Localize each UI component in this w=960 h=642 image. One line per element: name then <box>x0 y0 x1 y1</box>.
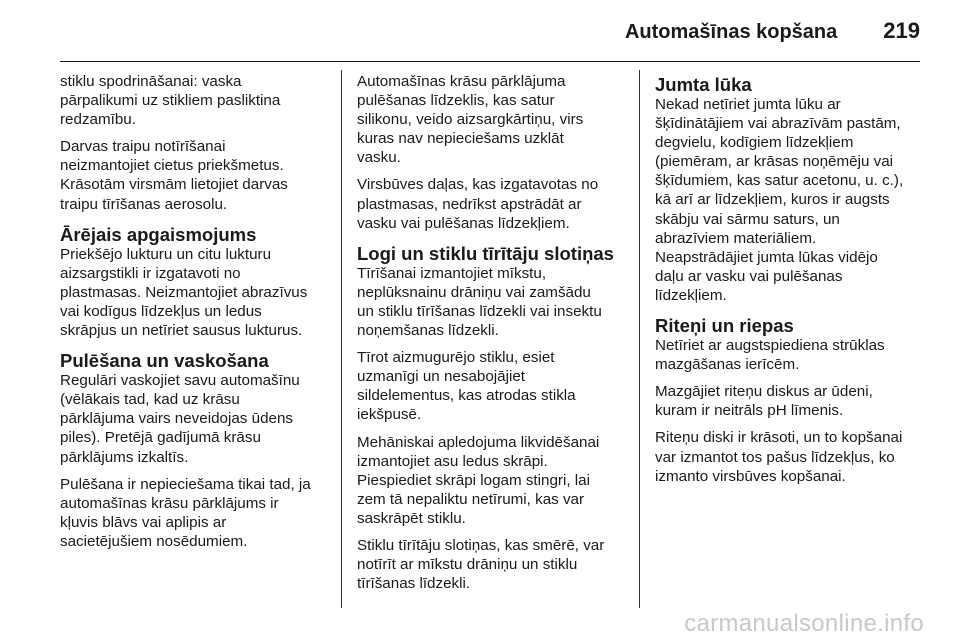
column-1 <box>60 72 332 559</box>
paragraph-rear-window: Tīrot aizmugurējo stiklu, esiet uzmanīgi un nesabojājiet sildelementus, kas atrodas stikla iekšpusē. <box>357 349 576 424</box>
chapter-title: Automašīnas kopšana <box>624 21 838 43</box>
paragraph-silicone-polish: Automašīnas krāsu pārklājuma pulēšanas līdzeklis, kas satur silikonu, veido aizsargkārtiņu, virs kuras nav nepieciešams uzklāt vasku. <box>357 73 584 167</box>
paragraph-tar-stains: Darvas traipu notīrīšanai neizmantojiet cietus priekšmetus. Krāsotām virsmām lietojiet darvas traipu tīrīšanas aerosolu. <box>60 138 288 213</box>
column-2 <box>357 72 629 601</box>
paragraph-wheel-wash: Mazgājiet riteņu diskus ar ūdeni, kuram ir neitrāls pH līmenis. <box>655 383 873 420</box>
column-divider-2 <box>639 70 640 608</box>
paragraph-wiper-blades: Stiklu tīrītāju slotiņas, kas smērē, var notīrīt ar mīkstu drāniņu un stiklu tīrīšanas līdzekli. <box>357 536 605 593</box>
paragraph-wax-residue: stiklu spodrināšanai: vaska pārpalikumi uz stikliem pasliktina redzamību. <box>60 73 281 129</box>
header-rule <box>60 61 920 62</box>
heading-sunroof: Jumta lūka <box>655 74 752 95</box>
heading-windows-wipers: Logi un stiklu tīrītāju slotiņas <box>357 242 614 264</box>
watermark: carmanualsonline.info <box>684 610 924 637</box>
page-number: 219 <box>883 18 920 43</box>
heading-wheels-tyres: Riteņi un riepas <box>655 315 794 337</box>
heading-exterior-lighting: Ārējais apgaismojums <box>60 223 257 245</box>
paragraph-window-cleaning: Tīrīšanai izmantojiet mīkstu, neplūksnainu drāniņu vai zamšādu un stiklu tīrīšanas līdzekli vai insektu noņemšanas līdzekli. <box>357 264 602 340</box>
paragraph-waxing: Regulāri vaskojiet savu automašīnu (vēlākais tad, kad uz krāsu pārklājuma vairs neveidojas ūdens piles). Pretējā gadījumā krāsu pārklājums izkaltīs. <box>60 372 300 466</box>
page-header <box>625 18 920 44</box>
paragraph-lighting: Priekšējo lukturu un citu lukturu aizsargstikli ir izgatavoti no plastmasas. Neizmantojiet abrazīvus vai kodīgus līdzekļus un ledus skrāpjus un netīriet sausus lukturus. <box>60 245 308 340</box>
column-divider-1 <box>341 70 342 608</box>
column-3 <box>655 72 925 494</box>
paragraph-plastic-parts: Virsbūves daļas, kas izgatavotas no plastmasas, nedrīkst apstrādāt ar vasku vai pulēšanas līdzekļiem. <box>357 176 599 232</box>
heading-polishing-waxing: Pulēšana un vaskošana <box>60 350 269 372</box>
paragraph-polishing: Pulēšana ir nepieciešama tikai tad, ja automašīnas krāsu pārklājums ir kļuvis blāvs vai aplipis ar sacietējušiem nosēdumiem. <box>60 475 311 550</box>
paragraph-painted-wheels: Riteņu diski ir krāsoti, un to kopšanai var izmantot tos pašus līdzekļus, ko izmanto virsbūves kopšanai. <box>655 429 903 485</box>
paragraph-ice-scraper: Mehāniskai apledojuma likvidēšanai izmantojiet asu ledus skrāpi. Piespiediet skrāpi logam stingri, lai zem tā nepaliktu netīrumi, kas var saskrāpēt stiklu. <box>357 433 600 527</box>
paragraph-sunroof: Nekad netīriet jumta lūku ar šķīdinātājiem vai abrazīvām pastām, degvielu, kodīgiem līdzekļiem (piemēram, ar krāsas noņēmēju vai šķīdumiem, kas satur acetonu, u. c.), kā arī ar līdzekļiem, kuros ir augsts skābju vai sārmu saturs, un abrazīviem materiāliem. Neapstrādājiet jumta lūkas vidējo daļu ar vasku vai pulēšanas līdzekļiem. <box>655 96 904 304</box>
paragraph-high-pressure: Netīriet ar augstspiediena strūklas mazgāšanas ierīcēm. <box>655 337 885 374</box>
